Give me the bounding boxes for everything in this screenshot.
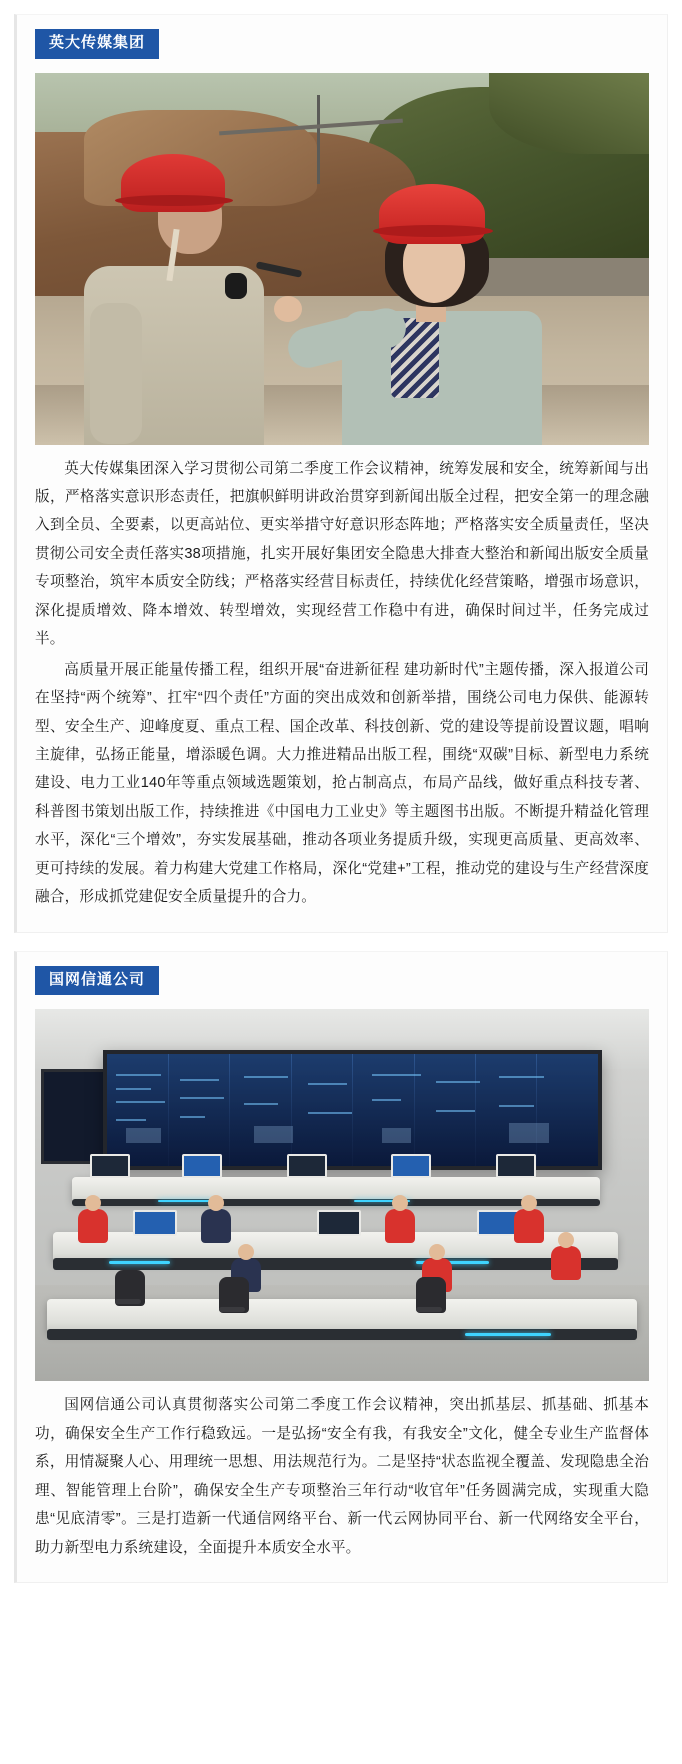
photo1-worker-arm <box>90 303 142 444</box>
photo2-side-display-panel <box>41 1069 108 1164</box>
photo2-monitor-1 <box>90 1154 130 1178</box>
photo2-video-wall <box>103 1050 602 1170</box>
section-2-paragraph-1: 国网信通公司认真贯彻落实公司第二季度工作会议精神，突出抓基层、抓基础、抓基本功，确保安全生产工作行稳致远。一是弘扬“安全有我，有我安全”文化，健全专业生产监督体系，用情凝聚人心、用理统一思想、用法规范行为。二是坚持“状态监视全覆盖、发现隐患全治理、智能管理上台阶”，确保安全生产专项整治三年行动“收官年”任务圆满完成，实现重大隐患“见底清零”。三是打造新一代通信网络平台、新一代云网协同平台、新一代网络安全平台，助力新型电力系统建设，全面提升本质安全水平。 <box>35 1397 649 1556</box>
photo2-chair-base-1 <box>219 1307 245 1312</box>
section-1-badge: 英大传媒集团 <box>35 29 159 59</box>
article-section-1 <box>14 14 668 933</box>
photo2-chair-base-3 <box>115 1299 141 1304</box>
article-page <box>0 14 682 1583</box>
photo2-monitor-3 <box>287 1154 327 1178</box>
section-2-badge-wrap <box>35 966 649 996</box>
photo2-monitor-7 <box>317 1210 361 1236</box>
photo2-monitor-6 <box>133 1210 177 1236</box>
photo1-pole <box>317 95 320 184</box>
photo2-monitor-4 <box>391 1154 431 1178</box>
photo1-microphone-head <box>225 273 247 299</box>
photo2-monitor-2 <box>182 1154 222 1178</box>
photo2-chair-base-2 <box>416 1307 442 1312</box>
photo2-monitor-5 <box>496 1154 536 1178</box>
photo1-reporter-helmet-brim <box>373 225 493 237</box>
section-1-paragraph-2: 高质量开展正能量传播工程，组织开展“奋进新征程 建功新时代”主题传播，深入报道公司在坚持“两个统筹”、扛牢“四个责任”方面的突出成效和创新举措，围绕公司电力保供、能源转型、安全生产、迎峰度夏、重点工程、国企改革、科技创新、党的建设等提前设置议题，唱响主旋律，弘扬正能量，增添暖色调。大力推进精品出版工程，围绕“双碳”目标、新型电力系统建设、电力工业140年等重点领域选题策划，抢占制高点，布局产品线，做好重点科技专著、科普图书策划出版工作，持续推进《中国电力工业史》等主题图书出版。不断提升精益化管理水平，深化“三个增效”，夯实发展基础，推动各项业务提质升级，实现更高质量、更高效率、更可持续的发展。着力构建大党建工作格局，深化“党建+”工程，推动党的建设与生产经营深度融合，形成抓党建促安全质量提升的合力。 <box>35 661 649 906</box>
article-section-2 <box>14 951 668 1583</box>
section-1-badge-wrap <box>35 29 649 59</box>
control-room-photo <box>35 1009 649 1381</box>
construction-site-interview-photo <box>35 73 649 445</box>
photo2-desk-neon-3 <box>109 1261 170 1264</box>
photo2-desk-edge-middle <box>53 1258 618 1269</box>
section-2-badge: 国网信通公司 <box>35 966 159 996</box>
section-1-paragraph-1: 英大传媒集团深入学习贯彻公司第二季度工作会议精神，统筹发展和安全，统筹新闻与出版，严格落实意识形态责任，把旗帜鲜明讲政治贯穿到新闻出版全过程，把安全第一的理念融入到全员、全要素，以更高站位、更实举措守好意识形态阵地；严格落实安全质量责任，坚决贯彻公司安全责任落实38项措施，扎实开展好集团安全隐患大排查大整治和新闻出版安全质量专项整治，筑牢本质安全防线；严格落实经营目标责任，持续优化经营策略，增强市场意识，深化提质增效、降本增效、转型增效，实现经营工作稳中有进，确保时间过半，任务完成过半。 <box>35 460 649 648</box>
photo1-reporter-hand <box>274 296 302 322</box>
photo2-desk-neon-5 <box>465 1333 551 1336</box>
